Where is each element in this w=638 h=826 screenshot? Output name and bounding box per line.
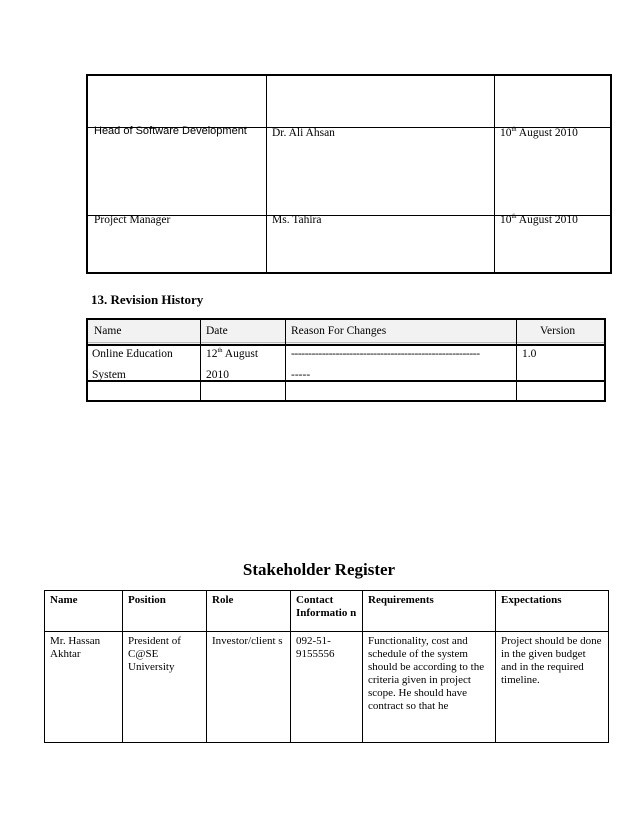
register-cell-expectations: Project should be done in the given budget and in the required timeline. [496, 632, 609, 743]
register-header-role: Role [207, 591, 291, 632]
revision-header-date: Date [206, 325, 228, 337]
register-cell-role: Investor/client s [207, 632, 291, 743]
revision-header-version: Version [540, 325, 576, 337]
revision-history-table [86, 318, 606, 402]
register-cell-requirements: Functionality, cost and schedule of the system should be according to the criteria given in project scope. He should have contract so that he [363, 632, 496, 743]
signoff-name: Dr. Ali Ahsan [272, 127, 335, 139]
signoff-row-head-of-software [88, 128, 610, 216]
signoff-date: 10th August 2010 [500, 126, 578, 139]
signoff-title: Head of Software Development [94, 125, 247, 137]
register-header-expectations: Expectations [496, 591, 609, 632]
row-divider [88, 380, 604, 382]
stakeholder-register-table [44, 590, 609, 743]
register-header-contact: Contact Informatio n [291, 591, 363, 632]
column-divider [285, 320, 286, 400]
column-divider [494, 76, 495, 272]
column-divider [266, 76, 267, 272]
signoff-title: Project Manager [94, 214, 171, 226]
revision-header-reason: Reason For Changes [291, 325, 387, 337]
revision-name-line2: System [92, 369, 126, 381]
revision-date-line2: 2010 [206, 369, 229, 381]
table-row [45, 632, 609, 743]
signoff-name: Ms. Tahira [272, 214, 322, 226]
signoff-row-empty [88, 76, 610, 128]
register-cell-name: Mr. Hassan Akhtar [45, 632, 123, 743]
register-header-row [45, 591, 609, 632]
signoff-date: 10th August 2010 [500, 213, 578, 226]
revision-reason-line2: ----- [291, 369, 311, 381]
register-header-name: Name [45, 591, 123, 632]
revision-name-line1: Online Education [92, 348, 173, 360]
register-cell-position: President of C@SE University [123, 632, 207, 743]
section-title-stakeholder-register: Stakeholder Register [242, 560, 396, 579]
revision-header-name: Name [94, 325, 122, 337]
section-title-revision-history: 13. Revision History [91, 292, 204, 307]
revision-date-line1: 12th August [206, 347, 259, 360]
column-divider [516, 320, 517, 400]
signoff-table [86, 74, 612, 274]
column-divider [200, 320, 201, 400]
register-header-position: Position [123, 591, 207, 632]
register-cell-contact: 092-51-9155556 [291, 632, 363, 743]
revision-version: 1.0 [522, 348, 537, 360]
register-header-requirements: Requirements [363, 591, 496, 632]
revision-reason-line1: ------------------------------------------------------- [291, 348, 480, 360]
